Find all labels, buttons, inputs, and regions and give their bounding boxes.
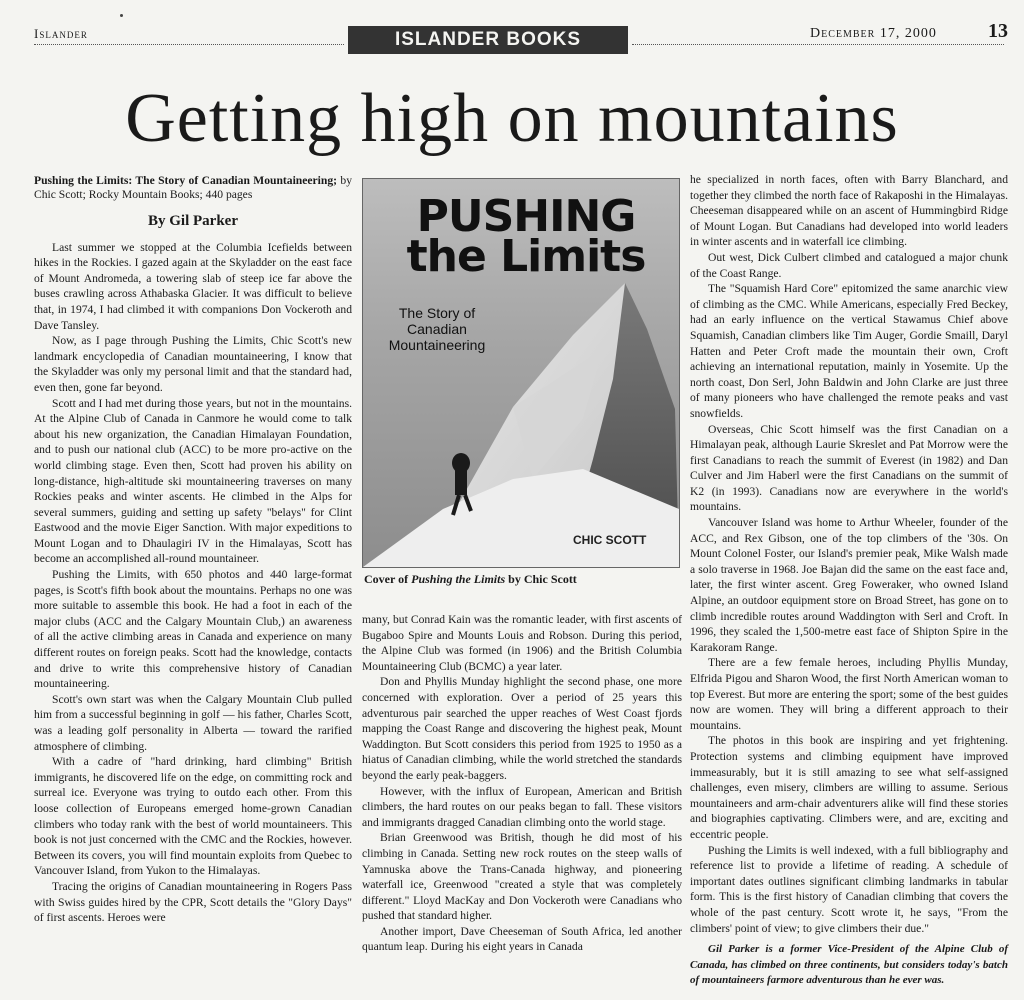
book-info [34, 174, 352, 202]
photo-caption [364, 572, 680, 587]
paragraph: Out west, Dick Culbert climbed and catalogued a major chunk of the Coast Range. [690, 250, 1008, 280]
byline: By Gil Parker [148, 213, 238, 229]
book-info-details: by Chic Scott; Rocky Mountain Books; 440 pages [34, 174, 352, 201]
caption-prefix: Cover of [364, 572, 412, 586]
paragraph: Don and Phyllis Munday highlight the second phase, one more concerned with exploration. Over a period of 25 years this adventurous pair searched the upper reaches of West Coast fjords mapping the Coast Range and discovering the highest peak, Mount Waddington. But Scott considers this period from 1925 to 1950 as a hiatus of Canadian climbing, while the world stretched the standards beyond the early peak-baggers. [362, 675, 682, 782]
paragraph: Pushing the Limits, with 650 photos and 440 large-format pages, is Scott's fifth book about the mountains. Perhaps no one was more suitable to assemble this book. He had a foot in each of the major clubs (ACC and the Calgary Mountain Club,) an awareness of all the active climbing areas in Canada and experience on many different routes on foreign peaks. Scott had the knowledge, contacts and drive to write this comprehensive history of Canadian mountaineering. [34, 568, 352, 691]
paragraph: he specialized in north faces, often with Barry Blanchard, and together they climbed the north face of Rakaposhi in the Himalayas. Cheeseman disappeared while on an ascent of Hummingbird Ridge of Mount Logan. But Canadians had developed into world leaders in winter ascents and in waterfall ice climbing. [690, 173, 1008, 249]
paragraph: Scott and I had met during those years, but not in the mountains. At the Alpine Club of Canada in Canmore he would come to talk about his new organization, the Canadian Himalayan Foundation, and to push our national club (ACC) to be more pro-active on the world climbing stage. Even then, Scott had proven his ability on long-distance, high-altitude ski mountaineering traverses on many Rockies peaks and winter ascents. He climbed in the Alps for several summers, guiding and setting up safety "belays" for Clint Eastwood and the movie Eiger Sanction. With major expeditions to Mount Logan and to Dhaulagiri IV in the Himalayas, Scott has become an accomplished all-round mountaineer. [34, 396, 352, 566]
cover-title [381, 191, 671, 282]
author-bio: Gil Parker is a former Vice-President of the Alpine Club of Canada, has climbed on three continents, but considers today's batch of mountaineers farmore adventurous than he ever was. [690, 943, 1008, 987]
book-cover-image [362, 178, 680, 568]
paragraph: Last summer we stopped at the Columbia Icefields between hikes in the Rockies. I gazed again at the Skyladder on the east face of Mount Andromeda, a towering slab of steep ice far above the buses crawling across Athabaska Glacier. It was difficult to believe that, in 1974, I had climbed it with companions Don Vockeroth and Dave Tansley. [34, 240, 352, 332]
cover-title-line2: the Limits [406, 231, 646, 282]
masthead-rule-right [632, 44, 1004, 45]
cover-title-line1: PUSHING [416, 191, 636, 242]
paragraph: The "Squamish Hard Core" epitomized the same anarchic view of climbing as the CMC. While Americans, especially Fred Beckey, had an early influence on the vertical Stawamus Chief above Squamish, Canadian climbers like Tim Auger, Gordie Smaill, Daryl Hatten and Peter Croft made the mountain their own, Croft achieving an international reputation, mainly in Yosemite. Up the north coast, Don Serl, John Baldwin and John Clarke are just three of many pioneers who have challenged the remote peaks and vast snowfields. [690, 282, 1008, 420]
paragraph: Scott's own start was when the Calgary Mountain Club pulled him from a successful beginning in golf — his father, Charles Scott, was a leading golf personality in Alberta — toward the rarified atmosphere of climbing. [34, 692, 352, 753]
headline: Getting high on mountains [125, 80, 899, 157]
paragraph: There are a few female heroes, including Phyllis Munday, Elfrida Pigou and Sharon Wood, the first North American woman to top Everest. But more are entering the sport; some of the best guides now are women. They will bring a different approach to their mountains. [690, 656, 1008, 732]
book-info-title: Pushing the Limits: The Story of Canadian Mountaineering; [34, 174, 338, 187]
section-band: ISLANDER BOOKS [348, 26, 628, 54]
article-column-2 [362, 612, 682, 955]
article-column-3 [690, 172, 1008, 989]
paragraph: Overseas, Chic Scott himself was the first Canadian on a Himalayan peak, although Laurie Skreslet and Pat Morrow were the first Canadians to reach the summit of Everest (in 1982) and Dan Culver and Jim Haberl were the first Canadians on the summit of K2 (in 1993). Canadians now are everywhere in the world's mountains. [690, 422, 1008, 514]
paragraph: The photos in this book are inspiring and yet frightening. Protection systems and climbing equipment have improved immeasurably, but it is still amazing to see what self-assigned challenges, even misery, climbers are willing to assume. Serious mountaineers and arm-chair adventurers alike will find these stories and biographies captivating. Climbers were, and are, exciting and eccentric people. [690, 734, 1008, 841]
paragraph: Vancouver Island was home to Arthur Wheeler, founder of the ACC, and Rex Gibson, one of the top climbers of the '30s. On Mount Colonel Foster, our Island's premier peak, Mike Walsh made a solo traverse in 1968. Joe Bajan did the same on the east face and, later, the first winter ascent. Greg Foweraker, who owned Island Alpine, an outdoor equipment store on Broad Street, has gone on to climb incredible routes around Waddington with Serl and Croft. In 1996, they scaled the 1,500-metre east face of Shipton Spire in the Karakoram Range. [690, 516, 1008, 654]
paragraph: Pushing the Limits is well indexed, with a full bibliography and reference list to provide a lifetime of reading. A schedule of important dates outlines significant climbing landmarks in tabular form. This is the first history of Canadian climbing that covers the whole of the past century. Scott wrote it, he says, "From the climbers' point of view; to give climbers their due." [690, 843, 1008, 935]
section-name: Islander [34, 26, 88, 41]
masthead-rule-left [34, 44, 344, 45]
paragraph: However, with the influx of European, American and British climbers, the hard routes on our peaks began to fall. These visitors and immigrants dragged Canadian climbing onto the world stage. [362, 784, 682, 829]
paragraph: Brian Greenwood was British, though he did most of his climbing in Canada. Setting new rock routes on the steep walls of Yamnuska above the Trans-Canada highway, and pioneering waterfall ice, Greenwood "created a style that was completely different." Lloyd MacKay and Don Vockeroth were Canadians who pushed that standard higher. [362, 831, 682, 923]
paragraph: Now, as I page through Pushing the Limits, Chic Scott's new landmark encyclopedia of Canadian mountaineering, I know that the Skyladder was only my personal limit and that the standard had, even then, gone far beyond. [34, 334, 352, 394]
paragraph: Another import, Dave Cheeseman of South Africa, led another quantum leap. During his eight years in Canada [362, 924, 682, 954]
cover-author: CHIC SCOTT [573, 533, 647, 547]
article-column-1 [34, 174, 352, 926]
paragraph: With a cadre of "hard drinking, hard climbing" British immigrants, he discovered life on the edge, on committing rock and surreal ice. Everyone was trying to outdo each other. From this loose collection of Europeans emerged home-grown Canadian climbers who today rank with the best of world mountaineers. This book is not just concerned with the CMC and the Rockies, however. Between its covers, you will find mountain exploits from Quebec to Vancouver Island, from Yukon to the Himalayas. [34, 755, 352, 878]
caption-suffix: by Chic Scott [505, 572, 577, 586]
cover-subtitle: The Story of Canadian Mountaineering [388, 305, 486, 353]
paragraph: many, but Conrad Kain was the romantic leader, with first ascents of Bugaboo Spire and Mounts Louis and Robson. During this period, the Alpine Club was formed (in 1906) and the British Columbia Mountaineering Club (BCMC) a year later. [362, 613, 682, 673]
page-number: 13 [988, 20, 1008, 42]
issue-date: December 17, 2000 [810, 26, 937, 41]
paragraph: Tracing the origins of Canadian mountaineering in Rogers Pass with Swiss guides hired by the CPR, Scott details the "Glory Days" of first ascents. Heroes were [34, 879, 352, 925]
caption-title: Pushing the Limits [411, 572, 506, 586]
masthead [0, 0, 1024, 60]
